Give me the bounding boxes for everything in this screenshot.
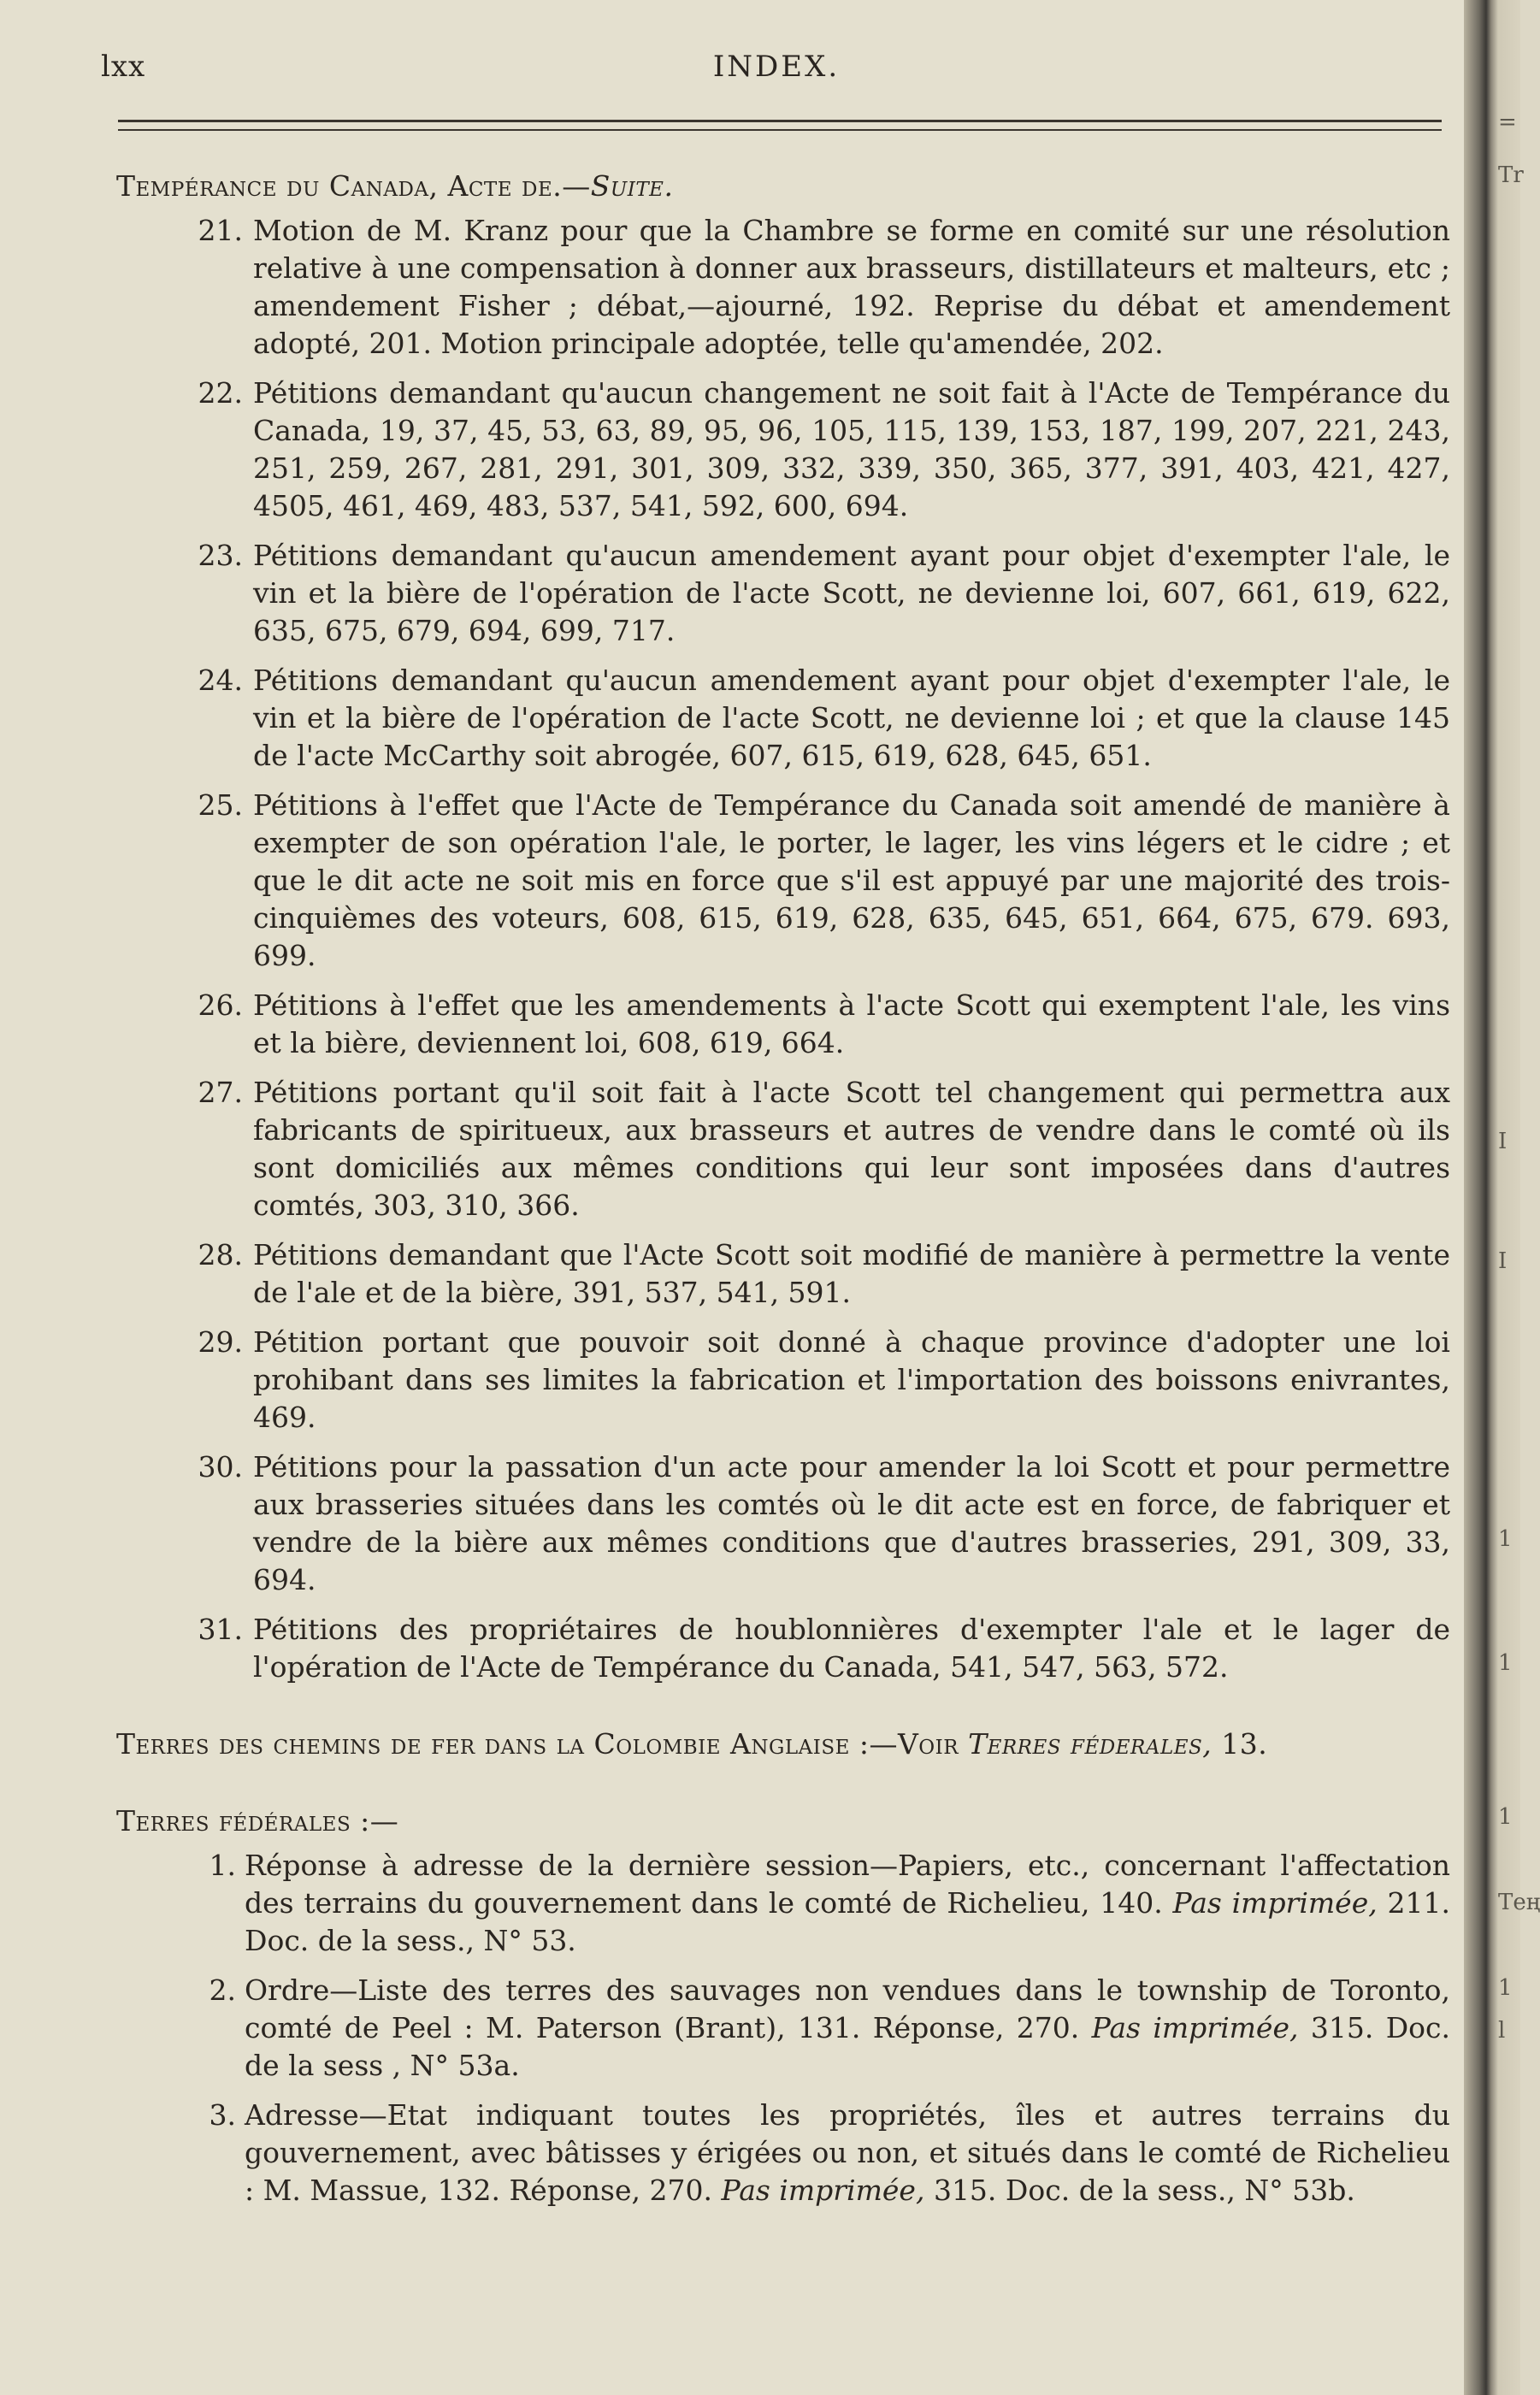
facing-page-edge bbox=[1498, 0, 1540, 2395]
index-entry: 27. Pétitions portant qu'il soit fait à l'acte Scott tel changement qui permettra aux fabricants de spiritueux, aux brasseurs et autres de vendre dans le comté où ils sont domiciliés aux mêmes conditions qui leur sont imposées dans d'autres comtés, 303, 310, 366. bbox=[198, 1076, 1450, 1222]
facing-page-fragment: 1 bbox=[1498, 1975, 1513, 2001]
page-header bbox=[101, 50, 1452, 92]
page-number: lxx bbox=[101, 50, 146, 84]
index-entry: 2. Ordre—Liste des terres des sauvages non vendues dans le township de Toronto, comté de Peel : M. Paterson (Brant), 131. Réponse, 270. Pas imprimée, 315. Doc. de la sess , N° 53a. bbox=[209, 1973, 1450, 2082]
facing-page-fragment: l bbox=[1498, 2018, 1506, 2044]
section-heading: Terres des chemins de fer dans la Colombie Anglaise :—Voir Terres féderales, 13. bbox=[116, 1727, 1268, 1761]
facing-page-fragment: I bbox=[1498, 1248, 1508, 1274]
index-entry: 21. Motion de M. Kranz pour que la Chambre se forme en comité sur une résolution relative à une compensation à donner aux brasseurs, distillateurs et malteurs, etc ; amendement Fisher ; débat,—ajourné, 192. Reprise du débat et amendement adopté, 201. Motion principale adoptée, telle qu'amendée, 202. bbox=[198, 214, 1450, 360]
facing-page-fragment: Тең bbox=[1498, 1890, 1540, 1915]
index-entry: 29. Pétition portant que pouvoir soit donné à chaque province d'adopter une loi prohibant dans ses limites la fabrication et l'importation des boissons enivrantes, 469. bbox=[198, 1325, 1450, 1434]
index-entry: 25. Pétitions à l'effet que l'Acte de Tempérance du Canada soit amendé de manière à exempter de son opération l'ale, le porter, le lager, les vins légers et le cidre ; et que le dit acte ne soit mis en force que s'il est appuyé par une majorité des trois-cinquièmes des voteurs, 608, 615, 619, 628, 635, 645, 651, 664, 675, 679. 693, 699. bbox=[198, 788, 1450, 972]
index-entry: 3. Adresse—Etat indiquant toutes les propriétés, îles et autres terrains du gouvernement, avec bâtisses y érigées ou non, et situés dans le comté de Richelieu : M. Massue, 132. Réponse, 270. Pas imprimée, 315. Doc. de la sess., N° 53b. bbox=[209, 2098, 1450, 2207]
index-content bbox=[116, 168, 1450, 2221]
index-entry: 23. Pétitions demandant qu'aucun amendement ayant pour objet d'exempter l'ale, le vin et la bière de l'opération de l'acte Scott, ne devienne loi, 607, 661, 619, 622, 635, 675, 679, 694, 699, 717. bbox=[198, 539, 1450, 647]
header-rule-thin bbox=[118, 129, 1442, 131]
index-entry: 28. Pétitions demandant que l'Acte Scott soit modifié de manière à permettre la vente de l'ale et de la bière, 391, 537, 541, 591. bbox=[198, 1238, 1450, 1309]
index-entry: 1. Réponse à adresse de la dernière session—Papiers, etc., concernant l'affectation des terrains du gouvernement dans le comté de Richelieu, 140. Pas imprimée, 211. Doc. de la sess., N° 53. bbox=[209, 1849, 1450, 1957]
index-entry: 24. Pétitions demandant qu'aucun amendement ayant pour objet d'exempter l'ale, le vin et la bière de l'opération de l'acte Scott, ne devienne loi ; et que la clause 145 de l'acte McCarthy soit abrogée, 607, 615, 619, 628, 645, 651. bbox=[198, 664, 1450, 772]
facing-page-fragment: I bbox=[1498, 1129, 1508, 1154]
index-entry: 30. Pétitions pour la passation d'un acte pour amender la loi Scott et pour permettre aux brasseries situées dans les comtés où le dit acte est en force, de fabriquer et vendre de la bière aux mêmes conditions que d'autres brasseries, 291, 309, 33, 694. bbox=[198, 1450, 1450, 1596]
facing-page-fragment: 1 bbox=[1498, 1526, 1513, 1552]
facing-page-fragment: 1 bbox=[1498, 1650, 1513, 1676]
facing-page-fragment: = bbox=[1498, 109, 1517, 135]
section-heading: Tempérance du Canada, Acte de.—Suite. bbox=[116, 169, 674, 203]
facing-page-fragment: 1 bbox=[1498, 1804, 1513, 1830]
index-entry: 22. Pétitions demandant qu'aucun changement ne soit fait à l'Acte de Tempérance du Canada, 19, 37, 45, 53, 63, 89, 95, 96, 105, 115, 139, 153, 187, 199, 207, 221, 243, 251, 259, 267, 281, 291, 301, 309, 332, 339, 350, 365, 377, 391, 403, 421, 427, 4505, 461, 469, 483, 537, 541, 592, 600, 694. bbox=[198, 376, 1450, 522]
index-entry: 31. Pétitions des propriétaires de houblonnières d'exempter l'ale et le lager de l'opération de l'Acte de Tempérance du Canada, 541, 547, 563, 572. bbox=[198, 1613, 1450, 1684]
facing-page-fragment: Tr bbox=[1498, 162, 1524, 188]
index-entry: 26. Pétitions à l'effet que les amendements à l'acte Scott qui exemptent l'ale, les vins et la bière, deviennent loi, 608, 619, 664. bbox=[198, 988, 1450, 1059]
header-rule bbox=[118, 120, 1442, 122]
section-heading: Terres fédérales :— bbox=[116, 1804, 399, 1838]
page-title: INDEX. bbox=[712, 50, 841, 84]
